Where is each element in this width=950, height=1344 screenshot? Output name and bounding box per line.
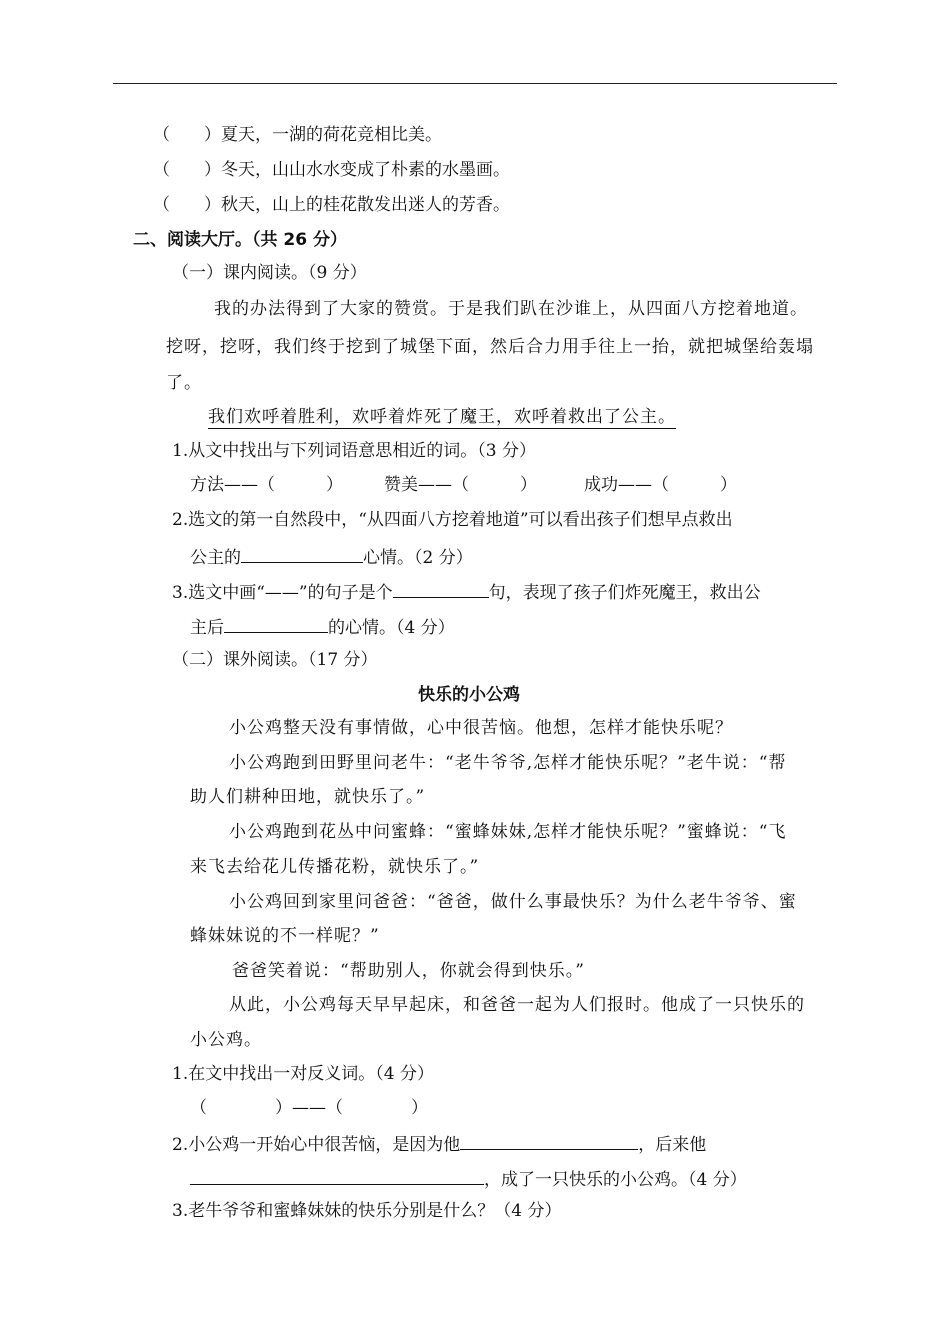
passage-line: 我的办法得到了大家的赞赏。于是我们趴在沙谁上，从四面八方挖着地道。	[214, 299, 808, 319]
answer-blank[interactable]	[241, 544, 363, 563]
p2-q1-text: 1.在文中找出一对反义词。（4 分）	[172, 1064, 434, 1084]
option-winter	[153, 159, 510, 181]
answer-blank[interactable]: （ ）	[326, 1098, 428, 1118]
part1-heading: （一）课内阅读。（9 分）	[172, 263, 367, 283]
story-line: 蜂妹妹说的不一样呢？”	[190, 926, 380, 946]
option-paren[interactable]: （ ）	[153, 195, 221, 215]
story-line: 爸爸笑着说：“帮助别人，你就会得到快乐。”	[232, 961, 585, 981]
option-autumn	[153, 194, 510, 216]
section-title: 二、阅读大厅。（共 26 分）	[133, 230, 347, 250]
option-paren[interactable]: （ ）	[153, 125, 221, 145]
answer-blank[interactable]: （ ）	[258, 475, 343, 495]
story-line: 小公鸡跑到田野里问老牛：“老牛爷爷,怎样才能快乐呢？”老牛说：“帮	[229, 753, 787, 773]
header-rule	[113, 83, 837, 84]
q1-pair-success: 成功——（ ）	[584, 475, 737, 495]
q2-line1: 2.选文的第一自然段中，“从四面八方挖着地道”可以看出孩子们想早点救出	[172, 510, 733, 530]
story-line: 从此，小公鸡每天早早起床，和爸爸一起为人们报时。他成了一只快乐的	[229, 995, 805, 1015]
p2-q2-line2: ，成了一只快乐的小公鸡。（4 分）	[190, 1166, 747, 1191]
story-line: 小公鸡跑到花丛中问蜜蜂：“蜜蜂妹妹,怎样才能快乐呢？”蜜蜂说：“飞	[229, 822, 787, 842]
q3-line1: 3.选文中画“——”的句子是个 句，表现了孩子们炸死魔王，救出公	[172, 579, 761, 604]
answer-blank[interactable]	[224, 614, 328, 633]
option-text: 夏天，一湖的荷花竞相比美。	[221, 125, 442, 145]
p2-q3-text: 3.老牛爷爷和蜜蜂妹妹的快乐分别是什么？（4 分）	[172, 1201, 562, 1221]
story-line: 小公鸡回到家里问爸爸：“爸爸，做什么事最快乐？为什么老牛爷爷、蜜	[229, 892, 797, 912]
option-summer	[153, 124, 442, 146]
passage-line: 了。	[166, 373, 202, 393]
q1-pair-method: 方法——（ ）	[190, 475, 343, 495]
answer-blank[interactable]: （ ）	[652, 475, 737, 495]
answer-blank[interactable]	[393, 579, 489, 598]
p2-q1-blanks: （ ）——（ ）	[190, 1098, 428, 1118]
passage-line: 挖呀，挖呀，我们终于挖到了城堡下面，然后合力用手往上一抬，就把城堡给轰塌	[166, 337, 814, 357]
answer-blank[interactable]	[460, 1131, 638, 1150]
answer-blank[interactable]	[190, 1166, 484, 1185]
p2-q2-line1: 2.小公鸡一开始心中很苦恼，是因为他 ，后来他	[172, 1131, 706, 1156]
answer-blank[interactable]: （ ）	[190, 1098, 292, 1118]
story-title: 快乐的小公鸡	[418, 685, 520, 705]
option-text: 冬天，山山水水变成了朴素的水墨画。	[221, 160, 510, 180]
answer-blank[interactable]: （ ）	[452, 475, 537, 495]
option-text: 秋天，山上的桂花散发出迷人的芳香。	[221, 195, 510, 215]
story-line: 来飞去给花儿传播花粉，就快乐了。”	[190, 857, 480, 877]
q2-line2: 公主的 心情。（2 分）	[190, 544, 473, 569]
part2-heading: （二）课外阅读。（17 分）	[172, 650, 378, 670]
q1-text: 1.从文中找出与下列词语意思相近的词。（3 分）	[172, 441, 536, 461]
story-line: 小公鸡。	[190, 1030, 262, 1050]
option-paren[interactable]: （ ）	[153, 160, 221, 180]
underlined-sentence: 我们欢呼着胜利，欢呼着炸死了魔王，欢呼着救出了公主。	[208, 407, 676, 427]
q1-pair-praise: 赞美——（ ）	[384, 475, 537, 495]
story-line: 助人们耕种田地，就快乐了。”	[190, 787, 426, 807]
q3-line2: 主后 的心情。（4 分）	[190, 614, 455, 639]
story-line: 小公鸡整天没有事情做，心中很苦恼。他想，怎样才能快乐呢？	[229, 718, 733, 738]
